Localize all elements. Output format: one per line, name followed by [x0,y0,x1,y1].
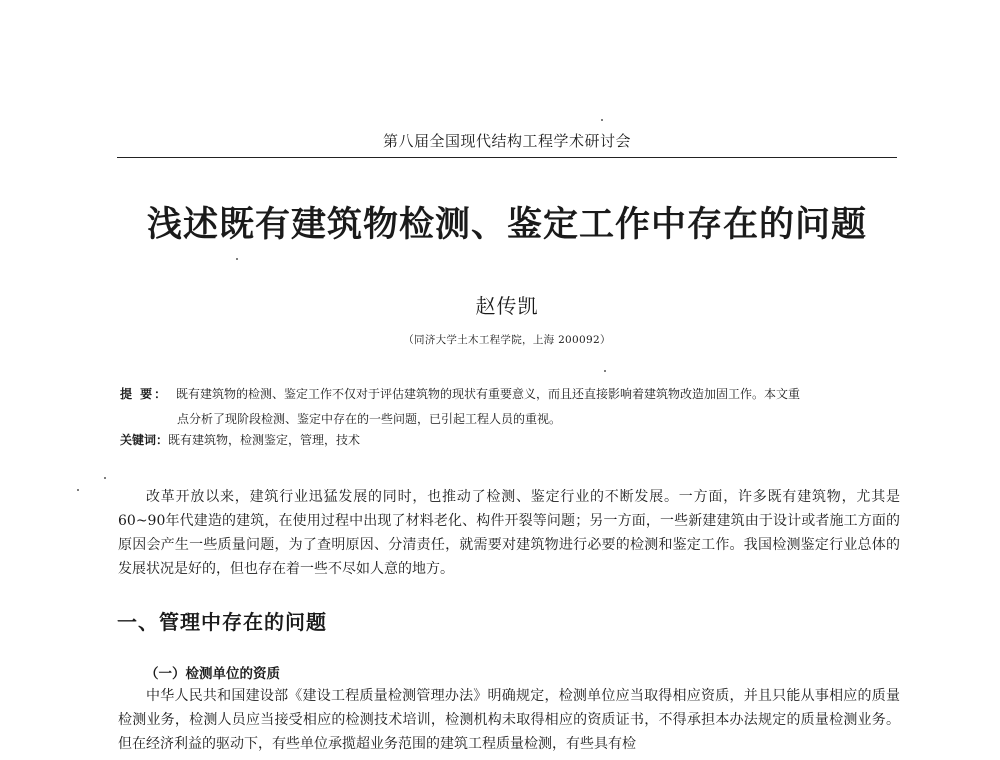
abstract-line-1: 既有建筑物的检测、鉴定工作不仅对于评估建筑物的现状有重要意义，而且还直接影响着建筑物改造加固工作。本文重 [176,387,801,401]
intro-paragraph: 改革开放以来，建筑行业迅猛发展的同时，也推动了检测、鉴定行业的不断发展。一方面，许多既有建筑物，尤其是60~90年代建造的建筑，在使用过程中出现了材料老化、构件开裂等问题；另一方面，一些新建建筑由于设计或者施工方面的原因会产生一些质量问题，为了查明原因、分清责任，就需要对建筑物进行必要的检测和鉴定工作。我国检测鉴定行业总体的发展状况是好的，但也存在着一些不尽如人意的地方。 [118,489,900,577]
abstract-line-2: 点分析了现阶段检测、鉴定中存在的一些问题，已引起工程人员的重视。 [177,412,562,426]
abstract-block [120,382,900,432]
author-affiliation: （同济大学土木工程学院，上海 200092） [403,334,611,346]
subsection-heading: （一）检测单位的资质 [145,666,280,682]
scan-speck [601,119,603,121]
keywords-text: 既有建筑物，检测鉴定，管理，技术 [168,433,361,447]
body-paragraph: 中华人民共和国建设部《建设工程质量检测管理办法》明确规定，检测单位应当取得相应资质，并且只能从事相应的质量检测业务，检测人员应当接受相应的检测技术培训，检测机构未取得相应的资质证书，不得承担本办法规定的质量检测业务。但在经济利益的驱动下，有些单位承揽超业务范围的建筑工程质量检测，有些具有检 [118,688,900,752]
scan-speck [104,477,106,479]
keywords-label: 关键词： [120,433,169,447]
header-divider [117,157,897,158]
conference-header: 第八届全国现代结构工程学术研讨会 [382,132,631,150]
scan-speck [604,370,606,372]
paper-title: 浅述既有建筑物检测、鉴定工作中存在的问题 [146,205,867,245]
section-heading: 一、管理中存在的问题 [117,610,327,634]
abstract-label: 提 要： [120,387,169,401]
author-name: 赵传凯 [475,294,539,318]
keywords-block [120,431,900,448]
scan-speck [77,489,79,491]
scan-speck [236,258,238,260]
